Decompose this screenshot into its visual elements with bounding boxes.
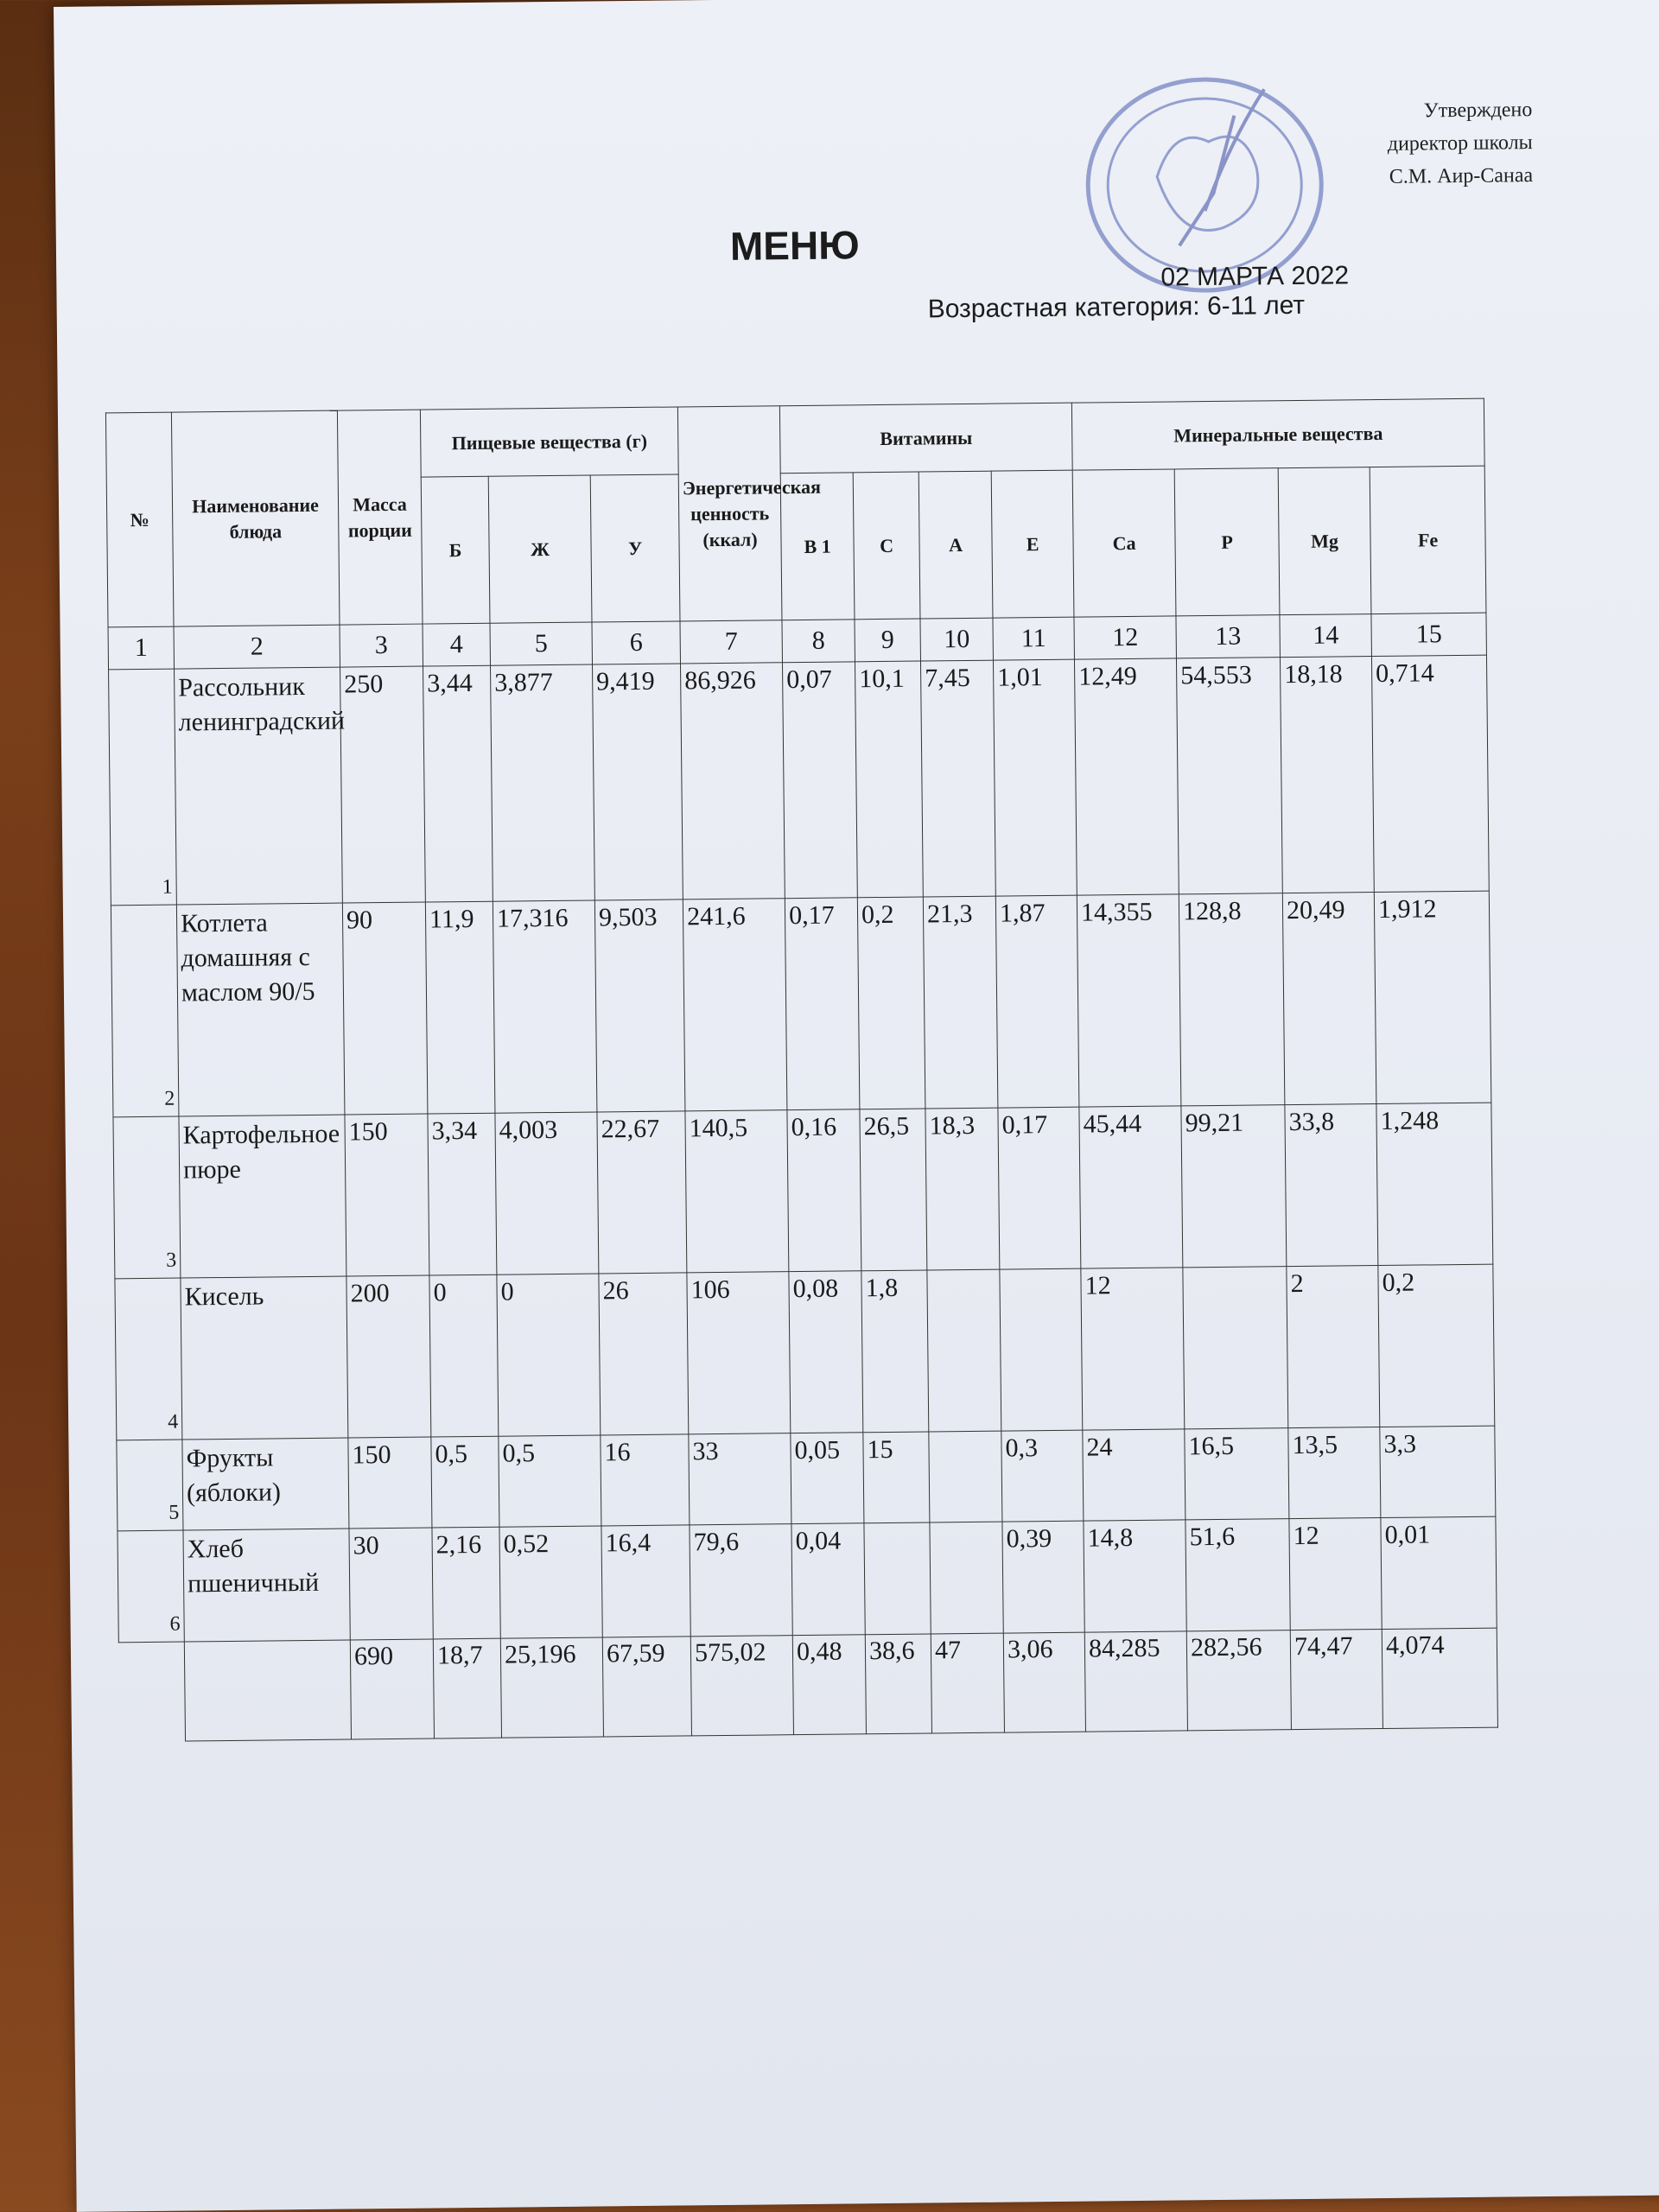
cell-b: 2,16: [432, 1527, 500, 1639]
cell-p: 128,8: [1179, 893, 1285, 1106]
colnum-6: 6: [592, 621, 681, 664]
total-energy: 575,02: [690, 1636, 793, 1736]
header-p: P: [1174, 468, 1280, 616]
cell-fe: 0,714: [1372, 655, 1490, 892]
row-number: 1: [109, 669, 177, 906]
cell-u: 16,4: [601, 1525, 690, 1637]
cell-b1: 0,07: [783, 662, 858, 899]
dish-name: Котлета домашняя с маслом 90/5: [176, 903, 345, 1116]
cell-mass: 250: [340, 666, 426, 903]
cell-mg: 20,49: [1282, 893, 1376, 1105]
cell-ca: 12: [1081, 1268, 1185, 1430]
cell-ca: 14,8: [1084, 1520, 1186, 1632]
cell-p: 99,21: [1181, 1105, 1287, 1268]
approval-line-1: Утверждено: [1423, 99, 1533, 123]
cell-zh: 4,003: [495, 1112, 599, 1274]
header-zh: Ж: [488, 475, 592, 623]
cell-mass: 150: [345, 1114, 429, 1276]
cell-b1: 0,04: [791, 1523, 865, 1636]
colnum-3: 3: [340, 624, 423, 667]
total-b1: 0,48: [792, 1635, 866, 1735]
cell-a: [930, 1522, 1003, 1634]
cell-ca: 45,44: [1079, 1106, 1183, 1268]
document-title: МЕНЮ: [729, 222, 860, 269]
colnum-8: 8: [782, 620, 855, 663]
total-ca: 84,285: [1084, 1631, 1187, 1732]
table-row: [115, 1264, 1495, 1440]
cell-e: 0,39: [1002, 1521, 1084, 1633]
cell-c: 0,2: [857, 897, 925, 1109]
approval-block: [1387, 93, 1533, 194]
cell-energy: 140,5: [685, 1110, 789, 1273]
total-label-cell: [184, 1640, 351, 1741]
cell-mg: 18,18: [1281, 657, 1375, 893]
cell-u: 26: [599, 1273, 689, 1435]
cell-b1: 0,05: [791, 1433, 864, 1524]
row-number: 5: [117, 1440, 183, 1531]
cell-p: 54,553: [1177, 658, 1283, 894]
total-a: 47: [931, 1633, 1004, 1733]
colnum-11: 11: [993, 617, 1075, 660]
table-row: [118, 1516, 1497, 1643]
cell-fe: 1,912: [1374, 891, 1491, 1103]
cell-ca: 14,355: [1077, 894, 1181, 1107]
cell-mass: 200: [346, 1275, 431, 1438]
header-mass: Масса порции: [337, 410, 423, 625]
cell-ca: 24: [1083, 1429, 1185, 1521]
colnum-7: 7: [680, 620, 783, 664]
row-number: 3: [113, 1116, 181, 1279]
cell-e: [1000, 1268, 1083, 1431]
cell-mass: 150: [348, 1437, 432, 1529]
cell-zh: 0: [497, 1274, 601, 1436]
cell-fe: 3,3: [1380, 1426, 1496, 1517]
header-no: №: [105, 412, 174, 627]
total-c: 38,6: [865, 1634, 931, 1734]
cell-e: 0,17: [998, 1107, 1081, 1269]
cell-mg: 12: [1289, 1518, 1382, 1630]
cell-mass: 30: [349, 1528, 433, 1640]
cell-b: 0: [429, 1274, 499, 1437]
header-nutrients-group: Пищевые вещества (г): [420, 407, 678, 477]
row-number: 2: [111, 905, 179, 1117]
cell-mg: 2: [1287, 1266, 1380, 1428]
header-mg: Mg: [1278, 467, 1371, 615]
cell-a: 18,3: [925, 1108, 1000, 1270]
cell-c: 15: [863, 1432, 930, 1523]
total-u: 67,59: [602, 1637, 691, 1737]
cell-a: 21,3: [923, 896, 998, 1109]
menu-date: 02 МАРТА 2022: [1160, 261, 1350, 292]
cell-b1: 0,08: [789, 1271, 863, 1433]
header-vitamins-group: Витамины: [779, 403, 1072, 474]
cell-a: [929, 1431, 1002, 1522]
colnum-12: 12: [1074, 616, 1177, 659]
table-row: [113, 1103, 1493, 1279]
header-c: С: [853, 472, 920, 620]
header-b: Б: [421, 476, 490, 624]
cell-e: 1,87: [995, 895, 1079, 1108]
header-fe: Fe: [1370, 466, 1486, 613]
cell-zh: 17,316: [493, 900, 597, 1113]
cell-energy: 106: [687, 1272, 791, 1434]
cell-energy: 86,926: [681, 663, 785, 899]
dish-name: Картофельное пюре: [179, 1115, 346, 1278]
colnum-10: 10: [920, 618, 994, 661]
approval-line-3: С.М. Аир-Санаа: [1389, 164, 1534, 188]
total-zh: 25,196: [500, 1637, 603, 1738]
colnum-9: 9: [855, 619, 921, 662]
cell-fe: 1,248: [1376, 1103, 1493, 1265]
cell-u: 9,503: [594, 899, 685, 1112]
cell-zh: 0,5: [499, 1435, 601, 1527]
cell-fe: 0,2: [1378, 1264, 1495, 1427]
total-row: [118, 1628, 1497, 1742]
cell-b: 11,9: [425, 901, 495, 1114]
header-minerals-group: Минеральные вещества: [1071, 398, 1484, 470]
header-energy: Энергетическая ценность (ккал): [677, 406, 782, 621]
menu-table: [105, 398, 1498, 1743]
table-row: [117, 1426, 1496, 1531]
cell-u: 16: [601, 1434, 690, 1526]
total-mg: 74,47: [1290, 1630, 1382, 1730]
paper-sheet: [54, 0, 1659, 2212]
row-number: 4: [115, 1278, 182, 1440]
cell-b: 0,5: [431, 1436, 499, 1528]
cell-c: [864, 1522, 931, 1635]
colnum-1: 1: [108, 626, 175, 670]
cell-u: 22,67: [597, 1111, 687, 1274]
cell-e: 1,01: [994, 659, 1077, 896]
cell-p: 16,5: [1185, 1428, 1289, 1520]
total-fe: 4,074: [1382, 1628, 1497, 1728]
dish-name: Рассольник ленинградский: [175, 667, 343, 905]
cell-p: [1183, 1267, 1288, 1429]
cell-u: 9,419: [593, 664, 683, 900]
header-ca: Ca: [1072, 469, 1176, 617]
cell-b1: 0,17: [785, 898, 860, 1110]
total-p: 282,56: [1186, 1630, 1291, 1731]
total-empty-cell: [118, 1642, 185, 1742]
colnum-14: 14: [1280, 614, 1372, 658]
total-b: 18,7: [433, 1638, 501, 1738]
cell-mass: 90: [342, 902, 428, 1115]
cell-zh: 0,52: [499, 1526, 602, 1638]
cell-b1: 0,16: [787, 1109, 861, 1272]
header-u: У: [590, 474, 680, 622]
header-e: Е: [991, 470, 1074, 618]
cell-e: 0,3: [1001, 1430, 1084, 1522]
dish-name: Фрукты (яблоки): [182, 1438, 349, 1530]
cell-c: 26,5: [860, 1109, 927, 1271]
age-category: Возрастная категория: 6-11 лет: [927, 290, 1306, 324]
cell-a: 7,45: [921, 660, 996, 897]
colnum-13: 13: [1176, 615, 1281, 658]
cell-mg: 33,8: [1285, 1104, 1378, 1267]
cell-mg: 13,5: [1288, 1427, 1381, 1519]
cell-b: 3,44: [423, 665, 493, 902]
cell-fe: 0,01: [1381, 1516, 1497, 1629]
row-number: 6: [118, 1530, 184, 1643]
header-dish: Наименование блюда: [171, 410, 340, 626]
table-row: [109, 655, 1490, 906]
dish-name: Кисель: [181, 1276, 348, 1440]
cell-p: 51,6: [1185, 1519, 1290, 1631]
cell-energy: 241,6: [683, 899, 787, 1111]
total-e: 3,06: [1003, 1632, 1085, 1732]
dish-name: Хлеб пшеничный: [183, 1529, 350, 1642]
cell-c: 10,1: [855, 661, 924, 898]
colnum-4: 4: [423, 623, 491, 666]
cell-b: 3,34: [428, 1113, 497, 1275]
cell-a: [927, 1269, 1001, 1432]
cell-energy: 33: [689, 1433, 791, 1525]
header-b1: В 1: [780, 473, 855, 620]
colnum-5: 5: [490, 622, 593, 665]
colnum-15: 15: [1371, 613, 1487, 656]
cell-zh: 3,877: [491, 664, 595, 901]
header-a: А: [918, 471, 993, 619]
total-mass: 690: [350, 1639, 434, 1739]
table-row: [111, 891, 1491, 1117]
cell-ca: 12,49: [1075, 658, 1179, 895]
colnum-2: 2: [174, 625, 340, 669]
cell-c: 1,8: [861, 1270, 929, 1433]
approval-line-2: директор школы: [1387, 131, 1533, 156]
cell-energy: 79,6: [690, 1524, 792, 1637]
